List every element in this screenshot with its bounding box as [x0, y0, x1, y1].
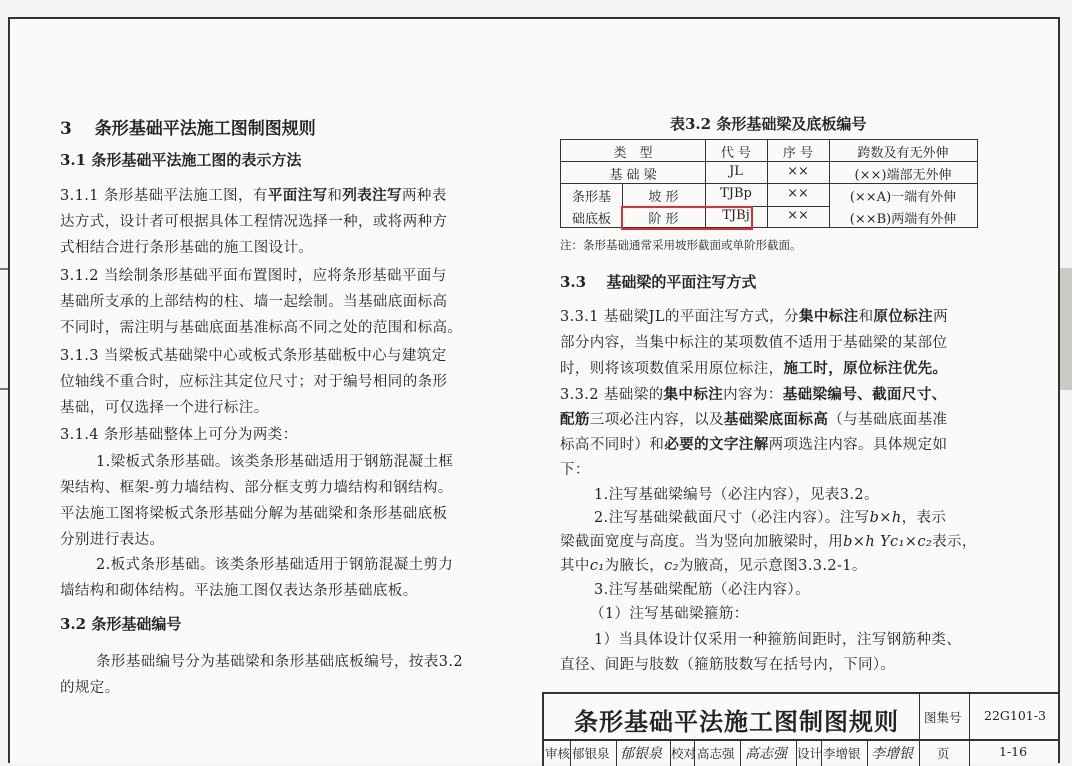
- design-label: 设计: [797, 746, 823, 761]
- table-note: 注：条形基础通常采用坡形截面或单阶形截面。: [560, 238, 802, 252]
- paragraph-line: 直径、间距与肢数（箍筋肢数写在括号内，下同）。: [560, 657, 896, 673]
- paragraph-line: 架结构、框架-剪力墙结构、部分框支剪力墙结构和钢结构。: [60, 480, 453, 496]
- item-3: 3.注写基础梁配筋（必注内容）。: [594, 582, 810, 598]
- section-3-3-title: 3.3 基础梁的平面注写方式: [560, 273, 757, 291]
- checker-name: 高志强: [697, 746, 735, 761]
- checker-signature: 高志强: [745, 746, 787, 762]
- title-block-rule: [616, 740, 617, 766]
- title-block-rule: [570, 740, 571, 766]
- page-number: 1-16: [999, 744, 1028, 759]
- paragraph-3-3-1: 3.3.1 基础梁JL的平面注写方式，分集中标注和原位标注两: [560, 308, 948, 325]
- table-cell: 条形基: [571, 190, 611, 205]
- table-cell: ××: [787, 208, 809, 223]
- item-3-1-1: 1）当具体设计仅采用一种箍筋间距时，注写钢筋种类、: [594, 632, 962, 648]
- table-title: 表3.2 条形基础梁及底板编号: [670, 115, 867, 133]
- paragraph-line: 平法施工图将梁板式条形基础分解为基础梁和条形基础底板: [60, 506, 448, 522]
- table-cell: (××B)两端有外伸: [849, 212, 957, 227]
- table-header: 代 号: [720, 146, 752, 161]
- title-block-rule: [740, 740, 741, 766]
- paragraph-line: 基础所支承的上部结构的柱、墙一起绘制。当基础底面标高: [60, 294, 448, 310]
- table-header: 序 号: [782, 146, 814, 161]
- table-cell: 坡 形: [648, 190, 679, 205]
- paragraph-3-3-2: 3.3.2 基础梁的集中标注内容为：基础梁编号、截面尺寸、: [560, 386, 947, 403]
- item-3-1: （1）注写基础梁箍筋：: [590, 606, 749, 622]
- title-block: [542, 692, 1060, 766]
- paragraph-3-1-1: 3.1.1 条形基础平法施工图，有平面注写和列表注写两种表: [60, 187, 447, 204]
- section-3-2-title: 3.2 条形基础编号: [60, 615, 182, 633]
- review-label: 审核: [545, 746, 571, 761]
- check-label: 校对: [671, 746, 697, 761]
- table-cell: 阶 形: [648, 212, 679, 227]
- table-cell: ××: [787, 164, 809, 179]
- paragraph-line: 标高不同时）和必要的文字注解两项选注内容。具体规定如: [560, 436, 948, 453]
- table-rule: [561, 161, 977, 162]
- section-3-1-title: 3.1 条形基础平法施工图的表示方法: [60, 151, 302, 169]
- paragraph-line: 位轴线不重合时，应标注其定位尺寸；对于编号相同的条形: [60, 374, 448, 390]
- designer-signature: 李增银: [871, 746, 913, 762]
- paragraph-line: 配筋三项必注内容，以及基础梁底面标高（与基础底面基准: [560, 411, 948, 428]
- page-edge-strip: [1060, 268, 1072, 390]
- paragraph-line: 下：: [560, 462, 590, 478]
- paragraph-3-1-3: 3.1.3 当梁板式基础梁中心或板式条形基础板中心与建筑定: [60, 348, 447, 364]
- edge-mark: [0, 268, 8, 270]
- table-cell: TJBp: [720, 186, 752, 201]
- table-cell: 础底板: [571, 212, 611, 227]
- paragraph-line: 部分内容，当集中标注的某项数值不适用于基础梁的某部位: [560, 335, 948, 351]
- table-cell: 基 础 梁: [609, 168, 657, 183]
- paragraph-line: 梁截面宽度与高度。当为竖向加腋梁时，用b×h Yc₁×c₂表示，: [560, 534, 977, 550]
- drawing-title: 条形基础平法施工图制图规则: [574, 707, 899, 736]
- paragraph-line: 基础，可仅选择一个进行标注。: [60, 400, 269, 416]
- edge-mark: [0, 388, 8, 390]
- title-block-rule: [969, 694, 970, 766]
- reviewer-name: 郁银泉: [572, 746, 610, 761]
- paragraph-3-1-4: 3.1.4 条形基础整体上可分为两类：: [60, 427, 298, 443]
- paragraph-line: 时，则将该项数值采用原位标注，施工时，原位标注优先。: [560, 360, 948, 377]
- item-2: 2.注写基础梁截面尺寸（必注内容）。注写b×h，表示: [594, 510, 947, 526]
- highlight-box: [621, 206, 753, 230]
- paragraph-line: 的规定。: [60, 680, 120, 696]
- item-1: 1.注写基础梁编号（必注内容），见表3.2。: [594, 487, 879, 503]
- paragraph-line: 其中c₁为腋长，c₂为腋高，见示意图3.3.2-1。: [560, 558, 867, 574]
- paragraph-line: 式相结合进行条形基础的施工图设计。: [60, 240, 314, 256]
- paragraph-3-2: 条形基础编号分为基础梁和条形基础底板编号，按表3.2: [96, 654, 463, 670]
- page-label: 页: [937, 746, 950, 761]
- title-block-rule: [919, 694, 920, 766]
- atlas-number: 22G101-3: [984, 708, 1046, 723]
- paragraph-line: 1.梁板式条形基础。该类条形基础适用于钢筋混凝土框: [96, 454, 454, 470]
- paragraph-line: 墙结构和砌体结构。平法施工图仅表达条形基础底板。: [60, 583, 418, 599]
- table-cell: (××)端部无外伸: [854, 168, 952, 183]
- table-cell: JL: [729, 164, 743, 179]
- reviewer-signature: 郁银泉: [620, 746, 662, 762]
- paragraph-line: 2.板式条形基础。该类条形基础适用于钢筋混凝土剪力: [96, 557, 454, 573]
- paragraph-3-1-2: 3.1.2 当绘制条形基础平面布置图时，应将条形基础平面与: [60, 268, 447, 284]
- table-cell: (××A)一端有外伸: [849, 190, 957, 205]
- designer-name: 李增银: [823, 746, 861, 761]
- title-block-rule: [867, 740, 868, 766]
- paragraph-line: 分别进行表达。: [60, 532, 165, 548]
- title-block-rule: [544, 739, 1060, 741]
- table-cell: TJBj: [722, 208, 750, 223]
- table-header: 类 型: [613, 146, 653, 161]
- paragraph-line: 不同时，需注明与基础底面基准标高不同之处的范围和标高。: [60, 320, 463, 336]
- table-header: 跨数及有无外伸: [857, 146, 949, 161]
- table-rule: [561, 183, 977, 184]
- table-cell: ××: [787, 186, 809, 201]
- paragraph-line: 达方式，设计者可根据具体工程情况选择一种，或将两种方: [60, 214, 448, 230]
- atlas-label: 图集号: [924, 710, 962, 725]
- chapter-heading: 3 条形基础平法施工图制图规则: [60, 119, 316, 139]
